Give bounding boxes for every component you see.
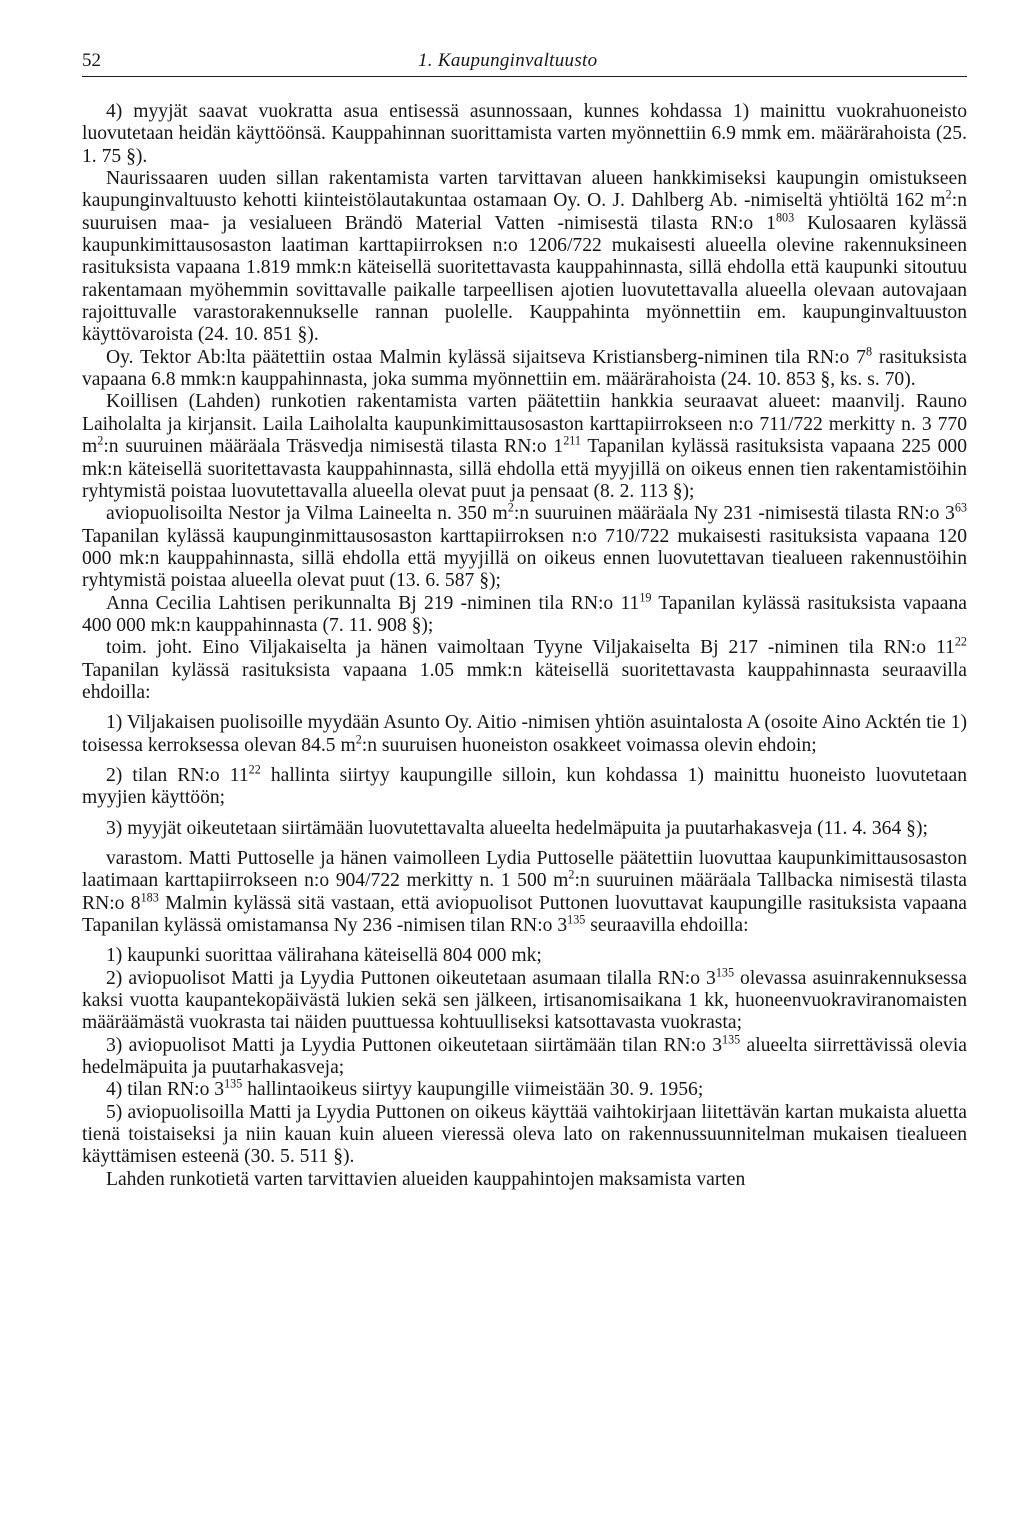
paragraph: 4) myyjät saavat vuokratta asua entisessä asunnossaan, kunnes kohdassa 1) mainittu vuokrahuoneisto luovutetaan heidän käyttöönsä. Kauppahinnan suorittamista varten myönnettiin 6.9 mmk em. määrärahoista (25. 1. 75 §). xyxy=(82,101,967,167)
paragraph: 2) aviopuolisot Matti ja Lyydia Puttonen oikeutetaan asumaan tilalla RN:o $3^{135}$ olevassa asuinrakennuksessa kaksi vuotta kaupantekopäivästä lukien sekä sen jälkeen, irtisanomisaikana 1 kk, huoneenvuokraviranomaisten määräämästä vuokrasta tai näiden puuttuessa kohtuulliseksi katsottavasta vuokrasta; xyxy=(82,965,967,1034)
superscript: 211 xyxy=(563,433,581,448)
superscript: 803 xyxy=(775,210,795,225)
superscript: 2 xyxy=(97,433,104,448)
superscript: 22 xyxy=(954,634,967,649)
paragraph: 2) tilan RN:o $11^{22}$ hallinta siirtyy kaupungille silloin, kun kohdassa 1) mainittu huoneisto luovutetaan myyjien käyttöön; xyxy=(82,762,968,809)
superscript: 2 xyxy=(945,187,952,202)
superscript: 135 xyxy=(224,1076,243,1091)
superscript: 135 xyxy=(567,912,586,927)
paragraph: Koillisen (Lahden) runkotien rakentamista varten päätettiin hankkia seuraavat alueet: maanvilj. Rauno Laiholalta ja kirjansit. Laila Laiholalta kaupunkimittausosaston karttapiirrokseen n:o 711/722 merkitty n. 3 770 $m^2:n$ suuruinen määräala Träsvedja nimisestä tilasta RN:o $1^{211}$ Tapanilan kylässä rasituksista vapaana 225 000 mk:n käteisellä suoritettavasta kauppahinnasta, sillä ehdolla että myyjillä on oikeus ennen tien rakentamistöihin ryhtymistä poistaa luovutettavalla alueella olevat puut ja pensaat (8. 2. 113 §); xyxy=(82,391,968,502)
paragraph: varastom. Matti Puttoselle ja hänen vaimolleen Lydia Puttoselle päätettiin luovuttaa kaupunkimittausosaston laatimaan karttapiirrokseen n:o 904/722 merkitty n. 1 500 $m^2:n$ suuruinen määräala Tallbacka nimisestä tilasta RN:o $8^{183}$ Malmin kylässä sitä vastaan, että aviopuolisot Puttonen luovuttavat kaupungille rasituksista vapaana Tapanilan kylässä omistamansa Ny 236 -nimisen tilan RN:o $3^{135}$ seuraavilla ehdoilla: xyxy=(82,848,968,937)
paragraph: Naurissaaren uuden sillan rakentamista varten tarvittavan alueen hankkimiseksi kaupungin omistukseen kaupunginvaltuusto kehotti kiinteistölautakuntaa ostamaan Oy. O. J. Dahlberg Ab. -nimiseltä yhtiöltä 162 $m^2:n$ suuruisen maa- ja vesialueen Brändö Material Vatten -nimisestä tilasta RN:o $1^{803}$ Kulosaaren kylässä kaupunkimittausosaston laatiman karttapiirroksen n:o 1206/722 mukaisesti alueella olevine rakennuksineen rasituksista vapaana 1.819 mmk:n käteisellä suoritettavasta kauppahinnasta, sillä ehdolla että kaupunki sitoutuu rakentamaan myöhemmin sovittavalle paikalle tarpeellisen ajotien luovutettavalla alueella olevaan autovajaan rajoittuvalle varastorakennukselle rannan puolelle. Kauppahinta myönnettiin em. kaupunginvaltuuston käyttövaroista (24. 10. 851 §). xyxy=(82,168,967,346)
paragraph: 3) myyjät oikeutetaan siirtämään luovutettavalta alueelta hedelmäpuita ja puutarhakasveja (11. 4. 364 §); xyxy=(106,817,928,839)
document-page xyxy=(82,50,967,1191)
superscript: 8 xyxy=(865,344,873,359)
paragraph: Anna Cecilia Lahtisen perikunnalta Bj 219 -niminen tila RN:o $11^{19}$ Tapanilan kylässä rasituksista vapaana 400 000 mk:n kauppahinnasta (7. 11. 908 §); xyxy=(82,590,967,636)
superscript: 2 xyxy=(568,867,575,882)
paragraph: 5) aviopuolisoilla Matti ja Lyydia Puttonen on oikeus käyttää vaihtokirjaan liitettävän kartan mukaista aluetta tienä toistaiseksi ja niin kauan kuin alueen vieressä oleva lato on rakennussuunnitelman mukaisen tiealueen käyttämisen esteenä (30. 5. 511 §). xyxy=(82,1101,967,1168)
section-title: 1. Kaupunginvaltuusto xyxy=(418,50,598,71)
paragraph: Oy. Tektor Ab:lta päätettiin ostaa Malmin kylässä sijaitseva Kristiansberg-niminen tila RN:o $7^8$ rasituksista vapaana 6.8 mmk:n kauppahinnasta, joka summa myönnettiin em. määrärahoista (24. 10. 853 §, ks. s. 70). xyxy=(82,344,968,391)
running-header xyxy=(82,50,967,77)
superscript: 183 xyxy=(140,890,159,905)
body-text xyxy=(82,101,967,1191)
paragraph: 3) aviopuolisot Matti ja Lyydia Puttonen oikeutetaan siirtämään tilan RN:o $3^{135}$ alueelta siirrettävissä olevia hedelmäpuita ja puutarhakasveja; xyxy=(82,1032,967,1079)
paragraph: toim. joht. Eino Viljakaiselta ja hänen vaimoltaan Tyyne Viljakaiselta Bj 217 -niminen tila RN:o $11^{22}$ Tapanilan kylässä rasituksista vapaana 1.05 mmk:n käteisellä suoritettavasta kauppahinnasta seuraavilla ehdoilla: xyxy=(82,634,967,703)
superscript: 19 xyxy=(639,590,652,605)
superscript: 63 xyxy=(954,500,967,515)
superscript: 22 xyxy=(248,762,261,777)
paragraph: 4) tilan RN:o $3^{135}$ hallintaoikeus siirtyy kaupungille viimeistään 30. 9. 1956; xyxy=(106,1076,704,1101)
paragraph: aviopuolisoilta Nestor ja Vilma Laineelta n. 350 $m^2:n$ suuruinen määräala Ny 231 -nimisestä tilasta RN:o $3^{63}$ Tapanilan kylässä kaupunginmittausosaston karttapiirroksen n:o 710/722 mukaisesti rasituksista vapaana 120 000 mk:n kauppahinnasta, sillä ehdolla että myyjillä on oikeus ennen luovutettavan tiealueen rakennustöihin ryhtymistä poistaa alueella olevat puut (13. 6. 587 §); xyxy=(82,500,967,592)
page-number: 52 xyxy=(82,50,101,71)
superscript: 135 xyxy=(722,1032,741,1047)
superscript: 2 xyxy=(355,732,362,747)
paragraph: 1) Viljakaisen puolisoille myydään Asunto Oy. Aitio -nimisen yhtiön asuintalosta A (osoite Aino Acktén tie 1) toisessa kerroksessa olevan 84.5 $m^2:n$ suuruisen huoneiston osakkeet voimassa olevin ehdoin; xyxy=(82,712,967,756)
superscript: 135 xyxy=(715,965,735,980)
paragraph: 1) kaupunki suorittaa välirahana käteisellä 804 000 mk; xyxy=(106,945,542,967)
superscript: 2 xyxy=(507,500,514,515)
paragraph: Lahden runkotietä varten tarvittavien alueiden kauppahintojen maksamista varten xyxy=(106,1168,746,1190)
